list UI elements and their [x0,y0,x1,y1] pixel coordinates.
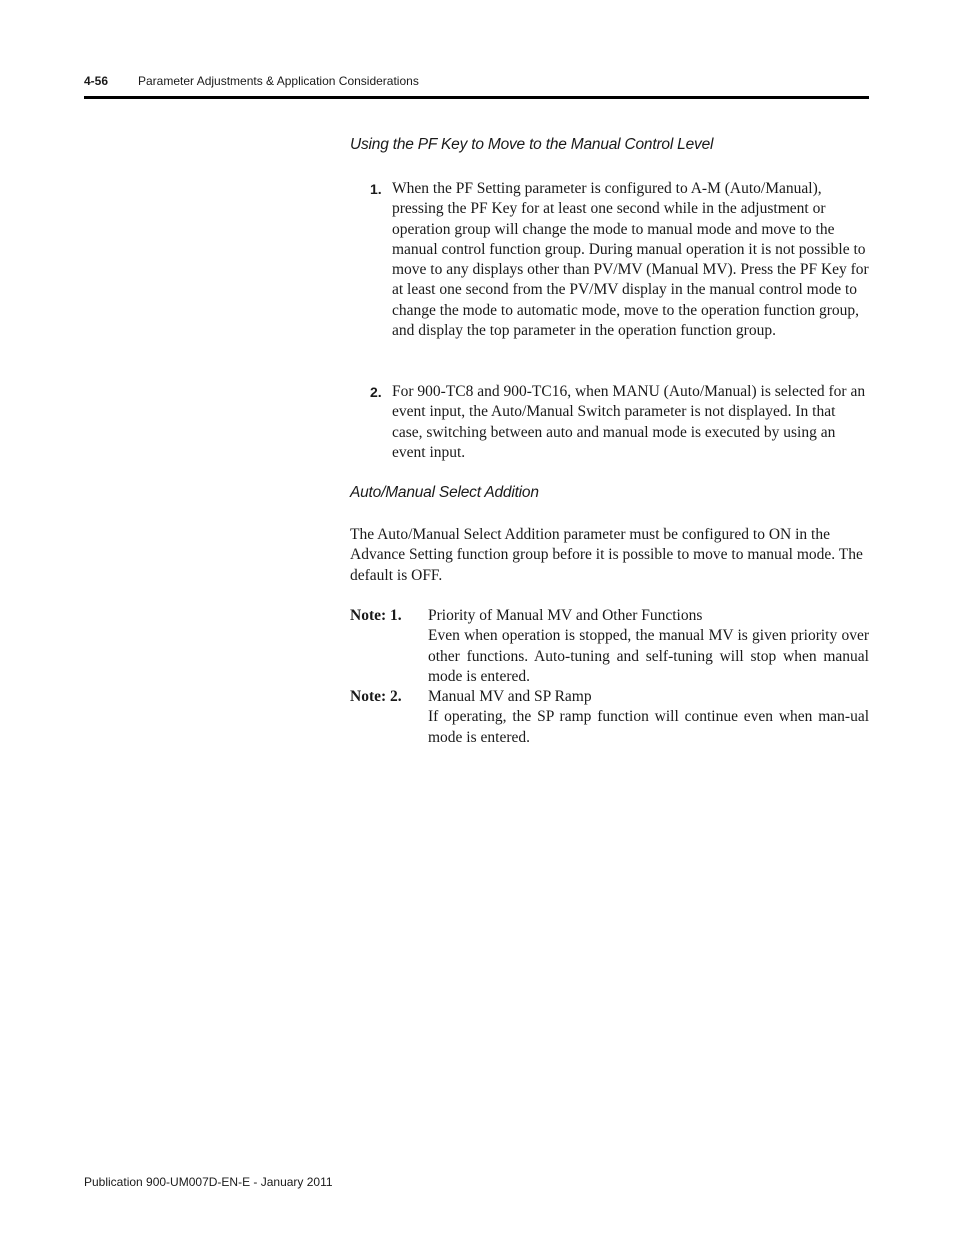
note-2 [350,687,869,748]
page-footer: Publication 900-UM007D-EN-E - January 2011 [84,1175,333,1189]
heading-pf-key: Using the PF Key to Move to the Manual Control Level [350,136,714,153]
step-2 [350,382,869,463]
note-label: Note: 1. [350,607,402,624]
step-text: For 900-TC8 and 900-TC16, when MANU (Auto/Manual) is selected for an event input, the Auto/Manual Switch parameter is not displayed. In that case, switching between auto and manual mode is executed by using an event input. [392,383,866,461]
header-rule [84,96,869,99]
step-text: When the PF Setting parameter is configured to A-M (Auto/Manual), pressing the PF Key for at least one second while in the adjustment or operation group will change the mode to manual mode and move to the manual control function group. During manual operation it is not possible to move to any displays other than PV/MV (Manual MV). Press the PF Key for at least one second from the PV/MV display in the manual control mode to change the mode to automatic mode, move to the operation function group, and display the top parameter in the operation function group. [392,180,869,340]
note-title: Manual MV and SP Ramp [428,688,592,705]
heading-auto-manual: Auto/Manual Select Addition [350,484,539,501]
note-1 [350,606,869,687]
step-number: 2. [370,384,382,400]
note-label: Note: 2. [350,688,402,705]
page-header [84,72,868,92]
note-text: Even when operation is stopped, the manual MV is given priority over other functions. Auto-tuning and self-tuning will stop when manual mode is entered. [428,627,869,685]
paragraph-auto-manual: The Auto/Manual Select Addition parameter must be configured to ON in the Advance Setting function group before it is possible to move to manual mode. The default is OFF. [350,526,863,584]
note-title: Priority of Manual MV and Other Functions [428,607,703,624]
section-title: Parameter Adjustments & Application Considerations [138,74,419,88]
note-text: If operating, the SP ramp function will continue even when man-ual mode is entered. [428,708,869,746]
step-1 [350,179,869,341]
page-number: 4-56 [84,74,109,88]
step-number: 1. [370,181,382,197]
